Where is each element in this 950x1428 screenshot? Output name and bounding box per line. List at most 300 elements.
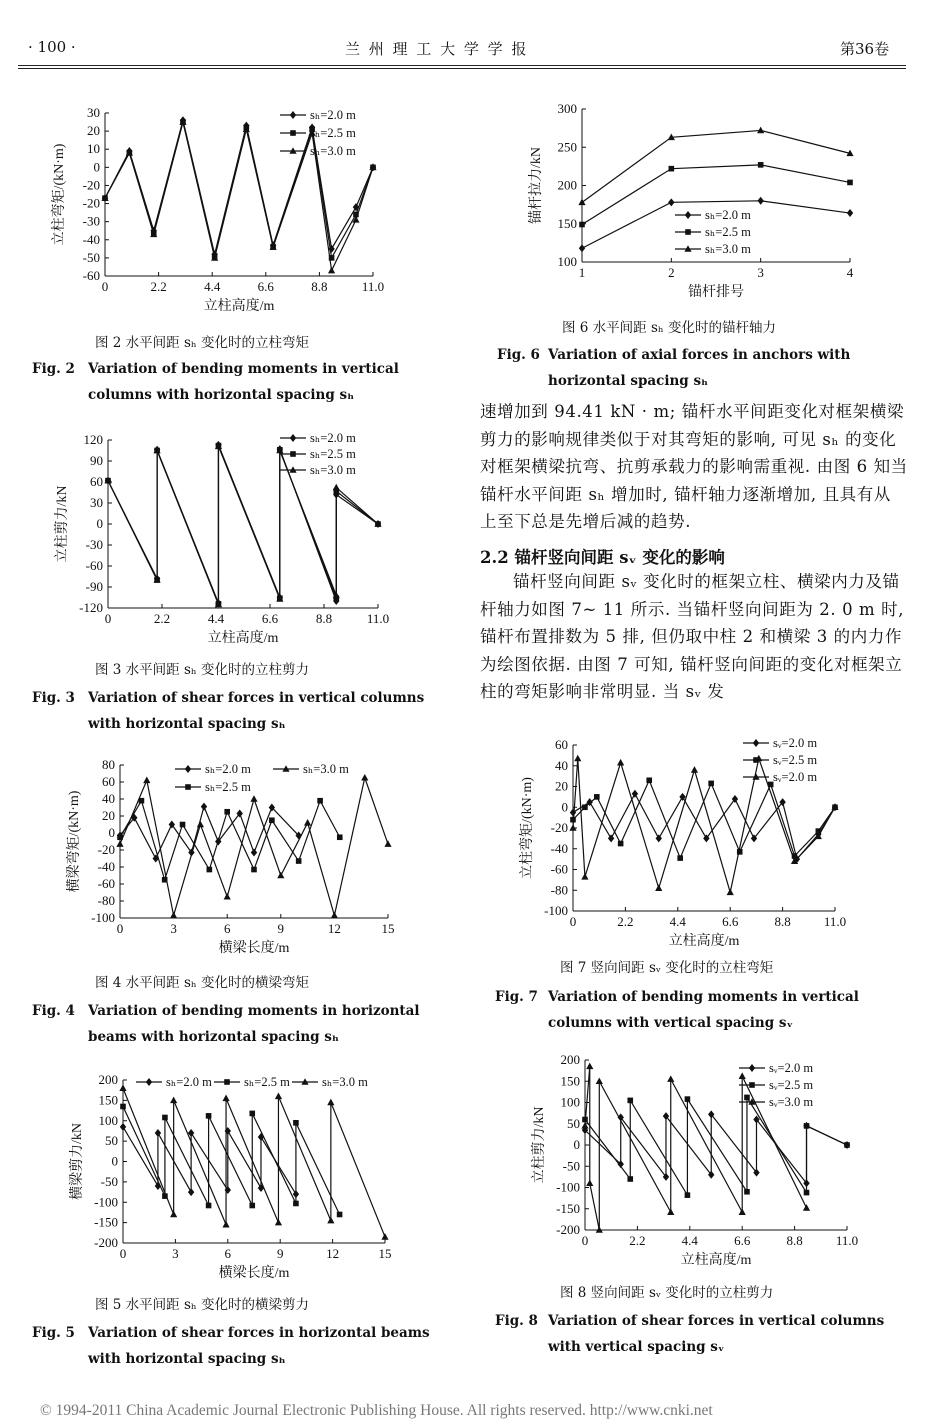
x-tick-label: 8.8 (311, 279, 328, 294)
header-rule (18, 65, 906, 66)
legend-label: sₕ=2.0 m (205, 762, 251, 776)
data-point (384, 840, 391, 847)
series-line (123, 1106, 340, 1214)
y-tick-label: -60 (82, 268, 100, 283)
series-2 (120, 1104, 342, 1218)
y-axis-label: 横梁弯矩/(kN·m) (67, 790, 82, 893)
y-tick-label: 50 (105, 1133, 118, 1149)
y-tick-label: 100 (557, 254, 577, 269)
series-2 (582, 1095, 850, 1198)
fig7-caption-zh: 图 7 竖向间距 sᵥ 变化时的立柱弯矩 (560, 960, 774, 976)
legend-item (175, 780, 251, 794)
data-point (207, 867, 213, 873)
legend-marker (290, 130, 296, 136)
y-axis-label: 横梁剪力/kN (70, 1123, 85, 1200)
series-line (123, 1088, 385, 1237)
x-tick-label: 0 (569, 914, 577, 929)
legend-item (214, 1075, 290, 1089)
fig6-caption-en-num: Fig. 6 (497, 347, 540, 363)
section-heading: 2.2 锚杆竖向间距 sᵥ 变化的影响 (480, 548, 725, 567)
x-tick-label: 11.0 (835, 1233, 859, 1248)
y-tick-label: 100 (560, 1094, 580, 1110)
legend-marker (753, 739, 759, 747)
data-point (116, 840, 123, 847)
fig6-caption-en: Variation of axial forces in anchors with horizontal spacing sₕ (548, 347, 851, 389)
data-point (224, 809, 230, 815)
x-tick-label: 2.2 (629, 1233, 646, 1248)
y-tick-label: -80 (550, 882, 568, 898)
y-tick-label: 120 (83, 432, 103, 447)
data-point (251, 849, 257, 857)
y-tick-label: 200 (557, 177, 577, 193)
y-tick-label: -30 (85, 537, 103, 552)
y-tick-label: -20 (82, 177, 100, 193)
x-tick-label: 12 (327, 921, 341, 936)
data-point (579, 244, 585, 252)
data-point (277, 872, 284, 879)
x-tick-label: 8.8 (786, 1233, 803, 1248)
y-tick-label: 50 (567, 1115, 580, 1131)
legend-item (675, 208, 751, 222)
legend-marker (685, 211, 691, 219)
data-point (685, 1096, 691, 1102)
data-point (293, 1201, 299, 1207)
data-point (582, 804, 588, 810)
data-point (708, 781, 714, 787)
chart-fig7 (505, 735, 905, 955)
y-tick-label: -60 (85, 558, 103, 573)
data-point (581, 873, 588, 880)
x-tick-label: 6 (223, 921, 231, 936)
y-tick-label: 0 (93, 159, 100, 175)
legend-label: sₕ=3.0 m (322, 1075, 368, 1089)
y-tick-label: -200 (556, 1222, 580, 1237)
legend-label: sₕ=2.5 m (310, 126, 356, 140)
page-number: · 100 · (28, 38, 76, 56)
y-tick-label: -60 (550, 861, 568, 877)
header-rule-thin (18, 68, 906, 69)
data-point (224, 893, 231, 900)
fig8-caption-en-num: Fig. 8 (495, 1313, 538, 1329)
copyright-footer: © 1994-2011 China Academic Journal Electronic Publishing House. All rights reserved. http://www.cnki.net (40, 1402, 713, 1419)
legend-label: sᵥ=2.0 m (773, 736, 818, 750)
y-tick-label: 150 (98, 1092, 118, 1108)
legend-item (280, 144, 356, 158)
data-point (170, 912, 177, 919)
legend-marker (749, 1082, 755, 1088)
legend-label: sₕ=2.0 m (310, 431, 356, 445)
data-point (627, 1176, 633, 1182)
x-tick-label: 2.2 (153, 611, 171, 626)
series-line (105, 120, 373, 254)
data-point (180, 822, 186, 828)
data-point (249, 1111, 255, 1117)
fig3-caption-en-num: Fig. 3 (32, 690, 75, 706)
x-tick-label: 2 (668, 265, 675, 280)
legend-label: sₕ=2.5 m (310, 447, 356, 461)
y-tick-label: 90 (90, 453, 103, 468)
data-point (617, 759, 624, 766)
y-tick-label: -150 (556, 1200, 580, 1216)
fig6-caption-zh: 图 6 水平间距 sₕ 变化时的锚杆轴力 (562, 320, 777, 336)
y-tick-label: 80 (102, 757, 115, 772)
x-axis-label: 立柱高度/m (207, 631, 279, 646)
fig8-caption-zh: 图 8 竖向间距 sᵥ 变化时的立柱剪力 (560, 1285, 774, 1301)
data-point (249, 1203, 255, 1209)
legend-label: sₕ=3.0 m (705, 242, 751, 256)
y-tick-label: -30 (82, 213, 100, 229)
legend-marker (290, 451, 296, 457)
data-point (296, 858, 302, 864)
y-tick-label: 0 (573, 1137, 580, 1152)
data-point (586, 1179, 593, 1186)
y-tick-label: 0 (96, 516, 103, 531)
legend-label: sₕ=2.5 m (244, 1075, 290, 1089)
data-point (331, 912, 338, 919)
fig3-caption-zh: 图 3 水平间距 sₕ 变化时的立柱剪力 (95, 662, 310, 678)
y-tick-label: 0 (108, 825, 115, 840)
data-point (632, 790, 638, 798)
data-point (579, 222, 585, 228)
y-tick-label: -20 (82, 195, 100, 211)
data-point (668, 198, 674, 206)
data-point (804, 1123, 810, 1129)
x-tick-label: 11.0 (361, 279, 385, 294)
data-point (646, 777, 652, 783)
y-tick-label: 20 (102, 808, 115, 823)
legend-marker (224, 1079, 230, 1085)
data-point (206, 1203, 212, 1209)
data-point (293, 1120, 299, 1126)
y-tick-label: -20 (550, 820, 568, 835)
y-tick-label: 60 (555, 737, 568, 752)
data-point (328, 267, 335, 274)
data-point (327, 1217, 334, 1224)
x-tick-label: 0 (104, 611, 112, 626)
series-line (105, 122, 373, 258)
legend-label: sₕ=2.5 m (705, 225, 751, 239)
y-tick-label: 60 (90, 474, 103, 489)
body-paragraph-1: 速增加到 94.41 kN · m; 锚杆水平间距变化对框架横梁剪力的影响规律类似于对其弯矩的影响, 可见 sₕ 的变化对框架横梁抗弯、抗剪承载力的影响需重视. 由图 6 知当锚杆水平间距 sₕ 增加时, 锚杆轴力逐渐增加, 且具有从上至下总是先增后减的趋势. (480, 402, 908, 531)
x-tick-label: 11.0 (823, 914, 847, 929)
legend-marker (146, 1078, 152, 1086)
data-point (844, 1142, 850, 1148)
y-axis-label: 立柱剪力/kN (532, 1106, 547, 1184)
chart-fig4 (40, 755, 440, 965)
legend-marker (290, 111, 296, 119)
data-point (578, 199, 585, 206)
data-point (758, 162, 764, 168)
data-point (222, 1095, 229, 1102)
legend-label: sᵥ=2.0 m (769, 1061, 814, 1075)
volume-label: 第36卷 (840, 40, 890, 58)
data-point (197, 821, 204, 828)
y-tick-label: -50 (562, 1158, 580, 1174)
data-point (739, 1072, 746, 1079)
x-tick-label: 6 (224, 1246, 232, 1261)
data-point (744, 1189, 750, 1195)
data-point (594, 794, 600, 800)
data-point (269, 817, 275, 823)
fig2-caption-en-num: Fig. 2 (32, 361, 75, 377)
x-tick-label: 4.4 (681, 1233, 698, 1248)
x-tick-label: 0 (101, 279, 109, 294)
legend-marker (685, 229, 691, 235)
x-tick-label: 11.0 (366, 611, 390, 626)
fig4-caption-en-num: Fig. 4 (32, 1003, 75, 1019)
data-point (119, 1084, 126, 1091)
data-point (847, 209, 853, 217)
data-point (222, 1221, 229, 1228)
x-axis-label: 立柱高度/m (668, 934, 740, 949)
y-tick-label: 300 (557, 101, 577, 116)
data-point (586, 1063, 593, 1070)
y-tick-label: 40 (102, 791, 115, 806)
legend-item (739, 1078, 813, 1092)
y-tick-label: -40 (82, 231, 100, 247)
x-tick-label: 4.4 (207, 611, 225, 626)
data-point (275, 1219, 282, 1226)
legend-item (136, 1075, 212, 1089)
fig7-caption-en: Variation of bending moments in vertical columns with vertical spacing sᵥ (548, 989, 859, 1031)
data-point (250, 795, 257, 802)
x-tick-label: 15 (381, 921, 395, 936)
y-tick-label: 100 (98, 1112, 118, 1128)
data-point (143, 777, 150, 784)
data-point (120, 1104, 126, 1110)
x-tick-label: 8.8 (774, 914, 791, 929)
data-point (327, 1099, 334, 1106)
fig4-caption-zh: 图 4 水平间距 sₕ 变化时的横梁弯矩 (95, 975, 310, 991)
x-tick-label: 0 (116, 921, 124, 936)
data-point (667, 1075, 674, 1082)
data-point (275, 1093, 282, 1100)
legend-item (743, 736, 817, 750)
legend-item (280, 463, 356, 477)
data-point (685, 1192, 691, 1198)
legend-item (739, 1061, 813, 1075)
data-point (667, 1208, 674, 1215)
y-tick-label: -50 (82, 249, 100, 265)
journal-title: 兰 州 理 工 大 学 学 报 (345, 40, 529, 58)
data-point (757, 197, 763, 205)
legend-marker (185, 765, 191, 773)
y-tick-label: -80 (97, 893, 115, 908)
data-point (803, 1204, 810, 1211)
data-point (691, 766, 698, 773)
series-3 (578, 127, 853, 206)
y-tick-label: 20 (555, 778, 568, 794)
legend-label: sₕ=3.0 m (310, 463, 356, 477)
series-2 (117, 798, 342, 883)
series-line (585, 1097, 847, 1195)
chart-fig3 (40, 425, 440, 655)
data-point (596, 1077, 603, 1084)
data-point (201, 803, 207, 811)
data-point (251, 867, 257, 873)
legend-label: sₕ=3.0 m (303, 762, 349, 776)
legend-item (175, 762, 251, 776)
y-axis-label: 锚杆拉力/kN (529, 147, 544, 224)
fig7-caption-en-num: Fig. 7 (495, 989, 538, 1005)
chart-fig6 (510, 95, 910, 315)
y-axis-label: 立柱弯矩/(kN·m) (52, 143, 67, 246)
legend-marker (290, 434, 296, 442)
x-axis-label: 立柱高度/m (203, 299, 275, 314)
data-point (757, 127, 764, 134)
x-tick-label: 3 (170, 921, 177, 936)
y-axis-label: 立柱剪力/kN (55, 485, 70, 563)
legend-label: sₕ=2.0 m (705, 208, 751, 222)
data-point (361, 774, 368, 781)
y-tick-label: 20 (87, 123, 100, 139)
y-tick-label: -100 (544, 903, 568, 918)
data-point (618, 841, 624, 847)
y-tick-label: 150 (560, 1073, 580, 1089)
x-tick-label: 1 (578, 265, 586, 280)
data-point (170, 1097, 177, 1104)
y-tick-label: -60 (97, 876, 115, 891)
data-point (337, 1212, 343, 1218)
legend-item (280, 431, 356, 445)
y-tick-label: 60 (102, 774, 115, 789)
data-point (574, 755, 581, 762)
legend-label: sₕ=2.0 m (310, 108, 356, 122)
data-point (317, 798, 323, 804)
x-tick-label: 0 (119, 1246, 127, 1261)
legend-marker (749, 1064, 755, 1072)
data-point (744, 1095, 750, 1101)
x-tick-label: 9 (276, 1246, 284, 1261)
y-tick-label: -40 (97, 859, 115, 874)
x-tick-label: 0 (581, 1233, 589, 1248)
legend-item (280, 447, 356, 461)
data-point (170, 1211, 177, 1218)
data-point (337, 834, 343, 840)
legend-item (292, 1075, 368, 1089)
x-axis-label: 横梁长度/m (218, 1266, 290, 1281)
data-point (847, 180, 853, 186)
data-point (570, 808, 576, 816)
y-tick-label: -40 (550, 840, 568, 856)
data-point (304, 819, 311, 826)
fig4-caption-en: Variation of bending moments in horizontal beams with horizontal spacing sₕ (88, 1003, 420, 1045)
x-axis-label: 横梁长度/m (218, 941, 290, 956)
x-tick-label: 6.6 (722, 914, 739, 929)
legend-item (280, 126, 356, 140)
y-tick-label: -120 (79, 600, 103, 615)
y-tick-label: -100 (556, 1179, 580, 1195)
fig2-caption-en: Variation of bending moments in vertical columns with horizontal spacing sₕ (88, 361, 399, 403)
y-tick-label: -150 (94, 1214, 118, 1230)
data-point (206, 1113, 212, 1119)
data-point (804, 1190, 810, 1196)
data-point (162, 1115, 168, 1121)
legend-label: sᵥ=2.0 m (773, 770, 818, 784)
legend-marker (753, 757, 759, 763)
legend-item (675, 242, 751, 256)
y-axis-label: 立柱弯矩/(kN·m) (520, 777, 535, 879)
fig3-caption-en: Variation of shear forces in vertical columns with horizontal spacing sₕ (88, 690, 425, 732)
y-tick-label: 0 (561, 799, 568, 815)
fig2-caption-zh: 图 2 水平间距 sₕ 变化时的立柱弯矩 (95, 335, 310, 351)
legend-item (280, 108, 356, 122)
y-tick-label: -50 (100, 1173, 118, 1189)
x-axis-label: 立柱高度/m (680, 1253, 752, 1268)
x-tick-label: 4.4 (669, 914, 686, 929)
x-tick-label: 2.2 (150, 279, 167, 294)
x-tick-label: 4 (846, 265, 854, 280)
data-point (727, 889, 734, 896)
fig8-caption-en: Variation of shear forces in vertical columns with vertical spacing sᵥ (548, 1313, 885, 1355)
x-axis-label: 锚杆排号 (688, 285, 744, 300)
x-tick-label: 6.6 (261, 611, 279, 626)
fig5-caption-en: Variation of shear forces in horizontal beams with horizontal spacing sₕ (88, 1325, 430, 1367)
legend-label: sₕ=2.0 m (166, 1075, 212, 1089)
data-point (669, 166, 675, 172)
data-point (655, 884, 662, 891)
x-tick-label: 12 (326, 1246, 340, 1261)
fig5-caption-zh: 图 5 水平间距 sₕ 变化时的横梁剪力 (95, 1297, 310, 1313)
y-tick-label: 10 (87, 141, 100, 157)
chart-fig2 (40, 95, 440, 325)
y-tick-label: -100 (94, 1194, 118, 1210)
x-tick-label: 8.8 (315, 611, 333, 626)
x-tick-label: 2.2 (617, 914, 634, 929)
series-2 (570, 777, 838, 860)
legend-label: sᵥ=2.5 m (773, 753, 818, 767)
y-tick-label: 30 (90, 495, 103, 510)
series-3 (116, 774, 391, 918)
legend-item (743, 753, 817, 767)
legend-item (675, 225, 751, 239)
y-tick-label: 0 (111, 1153, 118, 1169)
y-tick-label: 40 (555, 757, 568, 773)
data-point (333, 484, 340, 491)
y-tick-label: -90 (85, 579, 103, 594)
data-point (627, 1098, 633, 1104)
y-tick-label: 30 (87, 105, 100, 120)
data-point (677, 855, 683, 861)
data-point (381, 1233, 388, 1240)
legend-marker (185, 784, 191, 790)
x-tick-label: 4.4 (204, 279, 221, 294)
x-tick-label: 15 (378, 1246, 392, 1261)
legend-label: sₕ=2.5 m (205, 780, 251, 794)
y-tick-label: 200 (560, 1052, 580, 1067)
legend-label: sᵥ=3.0 m (769, 1095, 814, 1109)
legend-item (739, 1095, 813, 1109)
legend-label: sₕ=3.0 m (310, 144, 356, 158)
y-tick-label: 150 (557, 215, 577, 231)
y-tick-label: -200 (94, 1235, 118, 1250)
chart-fig8 (505, 1050, 905, 1270)
y-tick-label: -20 (97, 842, 115, 857)
y-tick-label: -100 (91, 910, 115, 925)
x-tick-label: 3 (172, 1246, 179, 1261)
series-2 (102, 119, 376, 260)
x-tick-label: 6.6 (734, 1233, 751, 1248)
body-paragraph-2: 锚杆竖向间距 sᵥ 变化时的框架立柱、横梁内力及锚杆轴力如图 7~ 11 所示. 当锚杆竖向间距为 2. 0 m 时, 锚杆布置排数为 5 排, 但仍取中柱 2 和横梁 3 的内力作为绘图依据. 由图 7 可知, 锚杆竖向间距的变化对框架立柱的弯矩影响非常明显. 当 sᵥ 发 (480, 572, 905, 701)
x-tick-label: 3 (757, 265, 764, 280)
x-tick-label: 6.6 (257, 279, 274, 294)
y-tick-label: 200 (98, 1072, 118, 1087)
series-3 (119, 1084, 388, 1239)
y-tick-label: 250 (557, 139, 577, 155)
x-tick-label: 9 (277, 921, 285, 936)
series-line (573, 780, 835, 858)
data-point (739, 1208, 746, 1215)
